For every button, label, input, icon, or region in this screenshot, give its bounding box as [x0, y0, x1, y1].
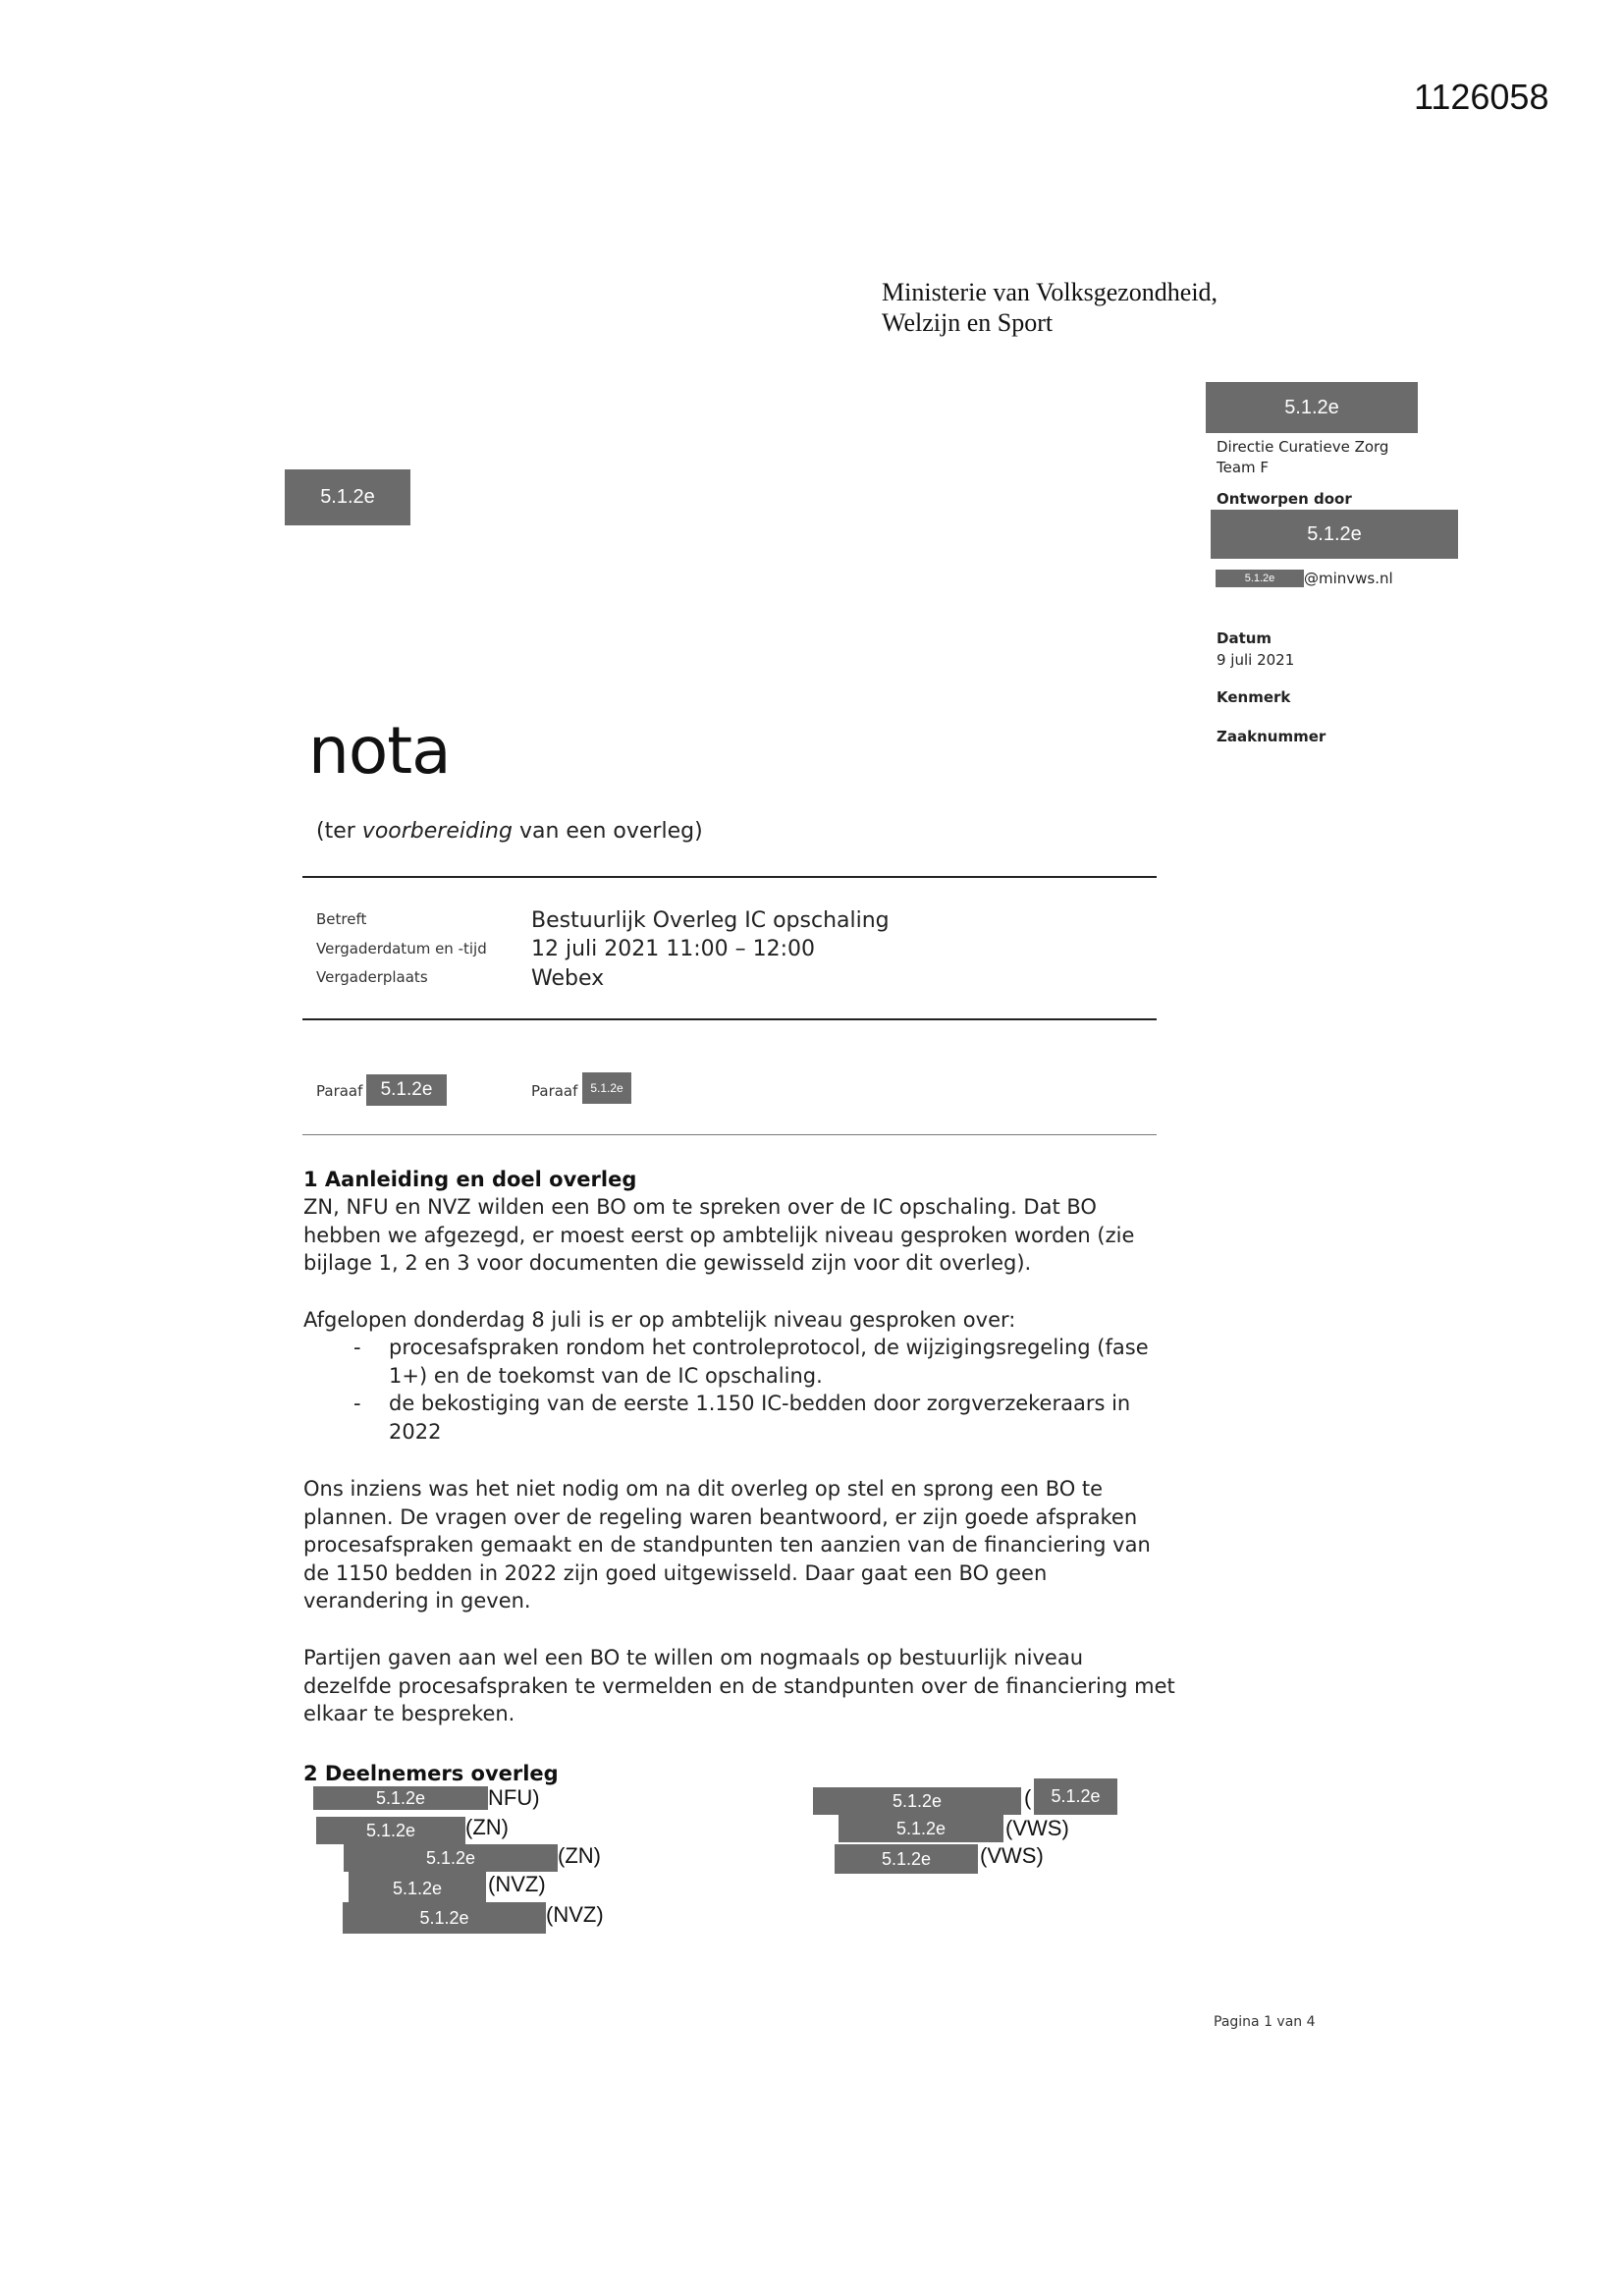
redaction-block: 5.1.2e	[1206, 382, 1418, 433]
paraaf-label: Paraaf	[316, 1082, 363, 1100]
paragraph: Afgelopen donderdag 8 juli is er op ambtelijk niveau gesproken over:	[303, 1308, 1016, 1332]
redaction-block: 5.1.2e	[349, 1872, 486, 1905]
page-title: nota	[308, 713, 451, 789]
redaction-block: 5.1.2e	[839, 1815, 1003, 1842]
bullet-dash: -	[353, 1336, 361, 1359]
paraaf-label: Paraaf	[531, 1082, 578, 1100]
datetime-label: Vergaderdatum en -tijd	[316, 940, 487, 957]
redaction-block: 5.1.2e	[313, 1786, 488, 1810]
redaction-block: 5.1.2e	[1216, 570, 1304, 587]
redaction-block: 5.1.2e	[1211, 510, 1458, 559]
subject-value: Bestuurlijk Overleg IC opschaling	[531, 908, 890, 933]
list-item	[353, 1334, 1178, 1390]
subtitle-emphasis: voorbereiding	[361, 819, 513, 844]
place-value: Webex	[531, 966, 605, 991]
ministry-line-1: Ministerie van Volksgezondheid,	[882, 278, 1218, 306]
date-label: Datum	[1217, 629, 1272, 647]
redaction-block: 5.1.2e	[582, 1072, 631, 1104]
paragraph: Ons inziens was het niet nodig om na dit overleg op stel en sprong een BO te plannen. De vragen over de regeling waren beantwoord, er zijn goede afspraken procesafspraken gemaakt en de standpunten ten aanzien van de financiering van de 1150 bedden in 2022 zijn goed uitgewisseld. Daar gaat een BO geen verandering in geven.	[303, 1477, 1151, 1613]
redaction-block: 5.1.2e	[813, 1787, 1021, 1815]
divider	[302, 1134, 1157, 1135]
directorate: Directie Curatieve Zorg	[1217, 438, 1389, 456]
subject-label: Betreft	[316, 910, 367, 928]
participant-affiliation: (ZN)	[465, 1815, 509, 1839]
redaction-block: 5.1.2e	[366, 1074, 447, 1106]
redaction-block: 5.1.2e	[344, 1844, 558, 1872]
email-suffix: @minvws.nl	[1304, 570, 1393, 587]
reference-label: Kenmerk	[1217, 688, 1291, 706]
list-item-text: de bekostiging van de eerste 1.150 IC-bedden door zorgverzekeraars in 2022	[389, 1392, 1131, 1444]
date-value: 9 juli 2021	[1217, 651, 1295, 669]
section-heading: 1 Aanleiding en doel overleg	[303, 1168, 637, 1191]
participant-affiliation: (NVZ)	[546, 1902, 604, 1927]
divider	[302, 876, 1157, 878]
place-label: Vergaderplaats	[316, 968, 428, 986]
page-number: Pagina 1 van 4	[1214, 2014, 1316, 2030]
participant-affiliation: (VWS)	[980, 1843, 1044, 1868]
bullet-list	[353, 1334, 1178, 1446]
redaction-block: 5.1.2e	[343, 1902, 546, 1934]
ministry-line-2: Welzijn en Sport	[882, 308, 1054, 337]
paragraph: ZN, NFU en NVZ wilden een BO om te spreken over de IC opschaling. Dat BO hebben we afgezegd, er moest eerst op ambtelijk niveau gesproken worden (zie bijlage 1, 2 en 3 voor documenten die gewisseld zijn voor dit overleg).	[303, 1195, 1135, 1275]
participant-affiliation: (VWS)	[1005, 1816, 1069, 1840]
redaction-block: 5.1.2e	[316, 1817, 465, 1844]
paragraph: Partijen gaven aan wel een BO te willen om nogmaals op bestuurlijk niveau dezelfde procesafspraken te vermelden en de standpunten over de financiering met elkaar te bespreken.	[303, 1646, 1175, 1725]
team: Team F	[1217, 459, 1270, 476]
section-heading: 2 Deelnemers overleg	[303, 1762, 559, 1785]
participant-affiliation: (	[1024, 1785, 1032, 1810]
divider	[302, 1018, 1157, 1020]
participant-affiliation: (ZN)	[558, 1843, 601, 1868]
subtitle-prefix: (ter	[316, 819, 362, 844]
bullet-dash: -	[353, 1392, 361, 1415]
list-item-text: procesafspraken rondom het controleprotocol, de wijzigingsregeling (fase 1+) en de toekomst van de IC opschaling.	[389, 1336, 1149, 1388]
list-item	[353, 1390, 1178, 1446]
subtitle	[316, 819, 703, 844]
designed-by-label: Ontworpen door	[1217, 490, 1352, 508]
redaction-block: 5.1.2e	[1034, 1778, 1117, 1815]
case-number-label: Zaaknummer	[1217, 728, 1326, 745]
datetime-value: 12 juli 2021 11:00 – 12:00	[531, 937, 816, 961]
subtitle-suffix: van een overleg)	[512, 819, 703, 844]
document-number: 1126058	[1414, 77, 1549, 117]
participant-affiliation: (NVZ)	[488, 1872, 546, 1896]
ministry-name	[882, 277, 1218, 338]
participant-affiliation: NFU)	[488, 1785, 540, 1810]
redaction-block: 5.1.2e	[835, 1844, 978, 1874]
redaction-block: 5.1.2e	[285, 469, 410, 525]
